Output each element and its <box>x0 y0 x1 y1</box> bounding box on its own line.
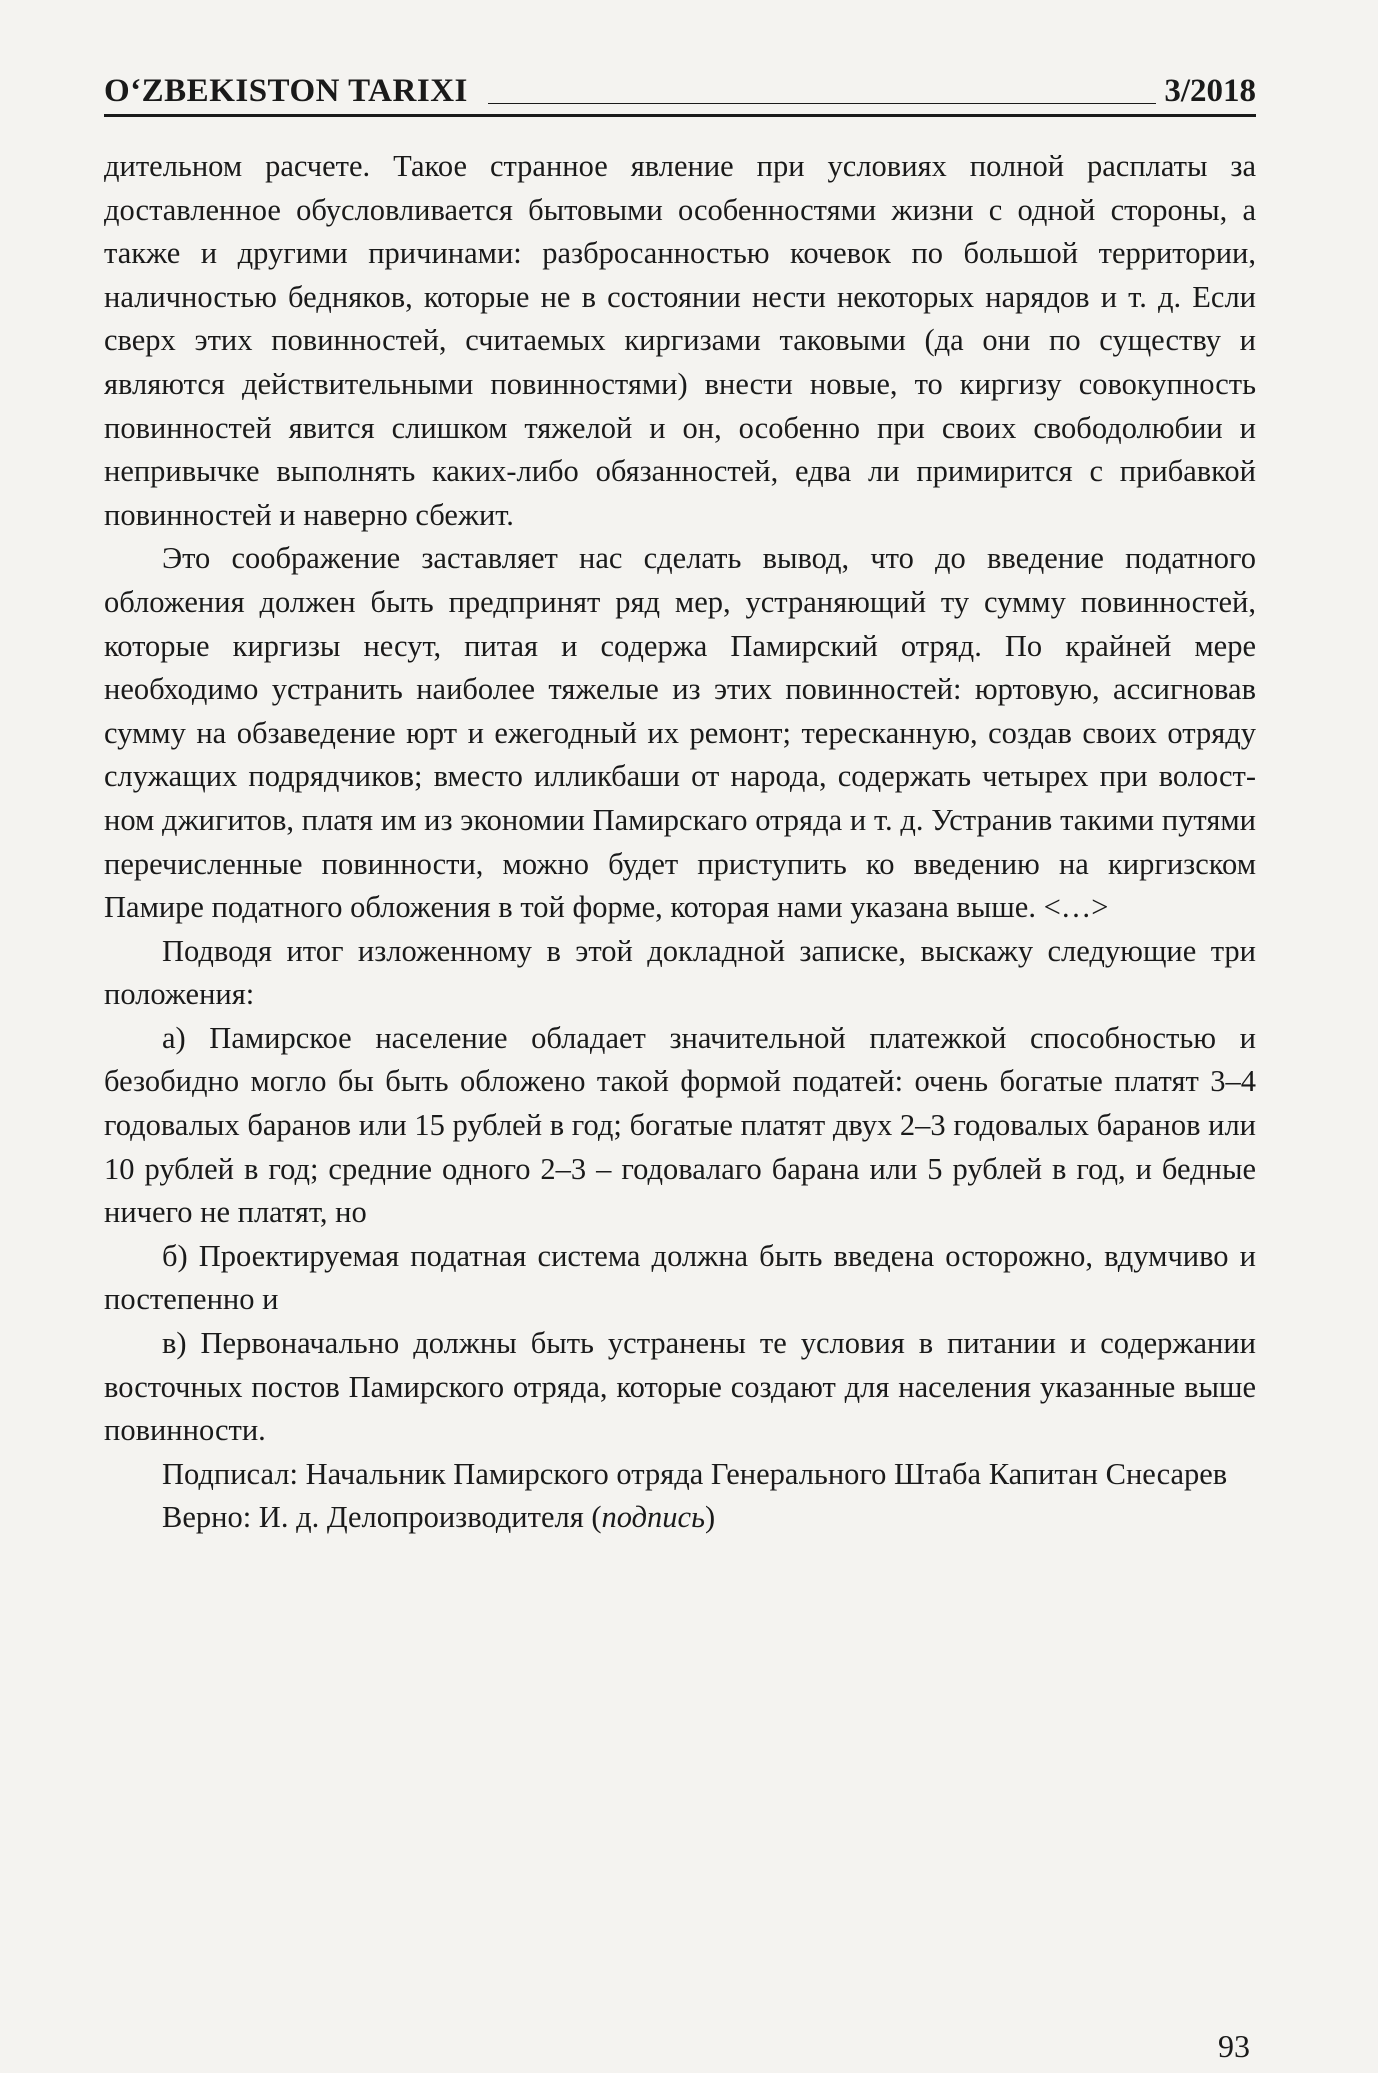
running-header <box>104 62 1256 117</box>
paragraph: Это соображение заставляет нас сделать вывод, что до введение податного обложения должен быть предпринят ряд мер, устраняющий ту сумму повинностей, которые киргизы несут, питая и содержа Памирский отряд. По крайней мере необходимо устранить наиболее тяжелые из этих повинностей: юртовую, ассигновав сумму на обзаведение юрт и ежегодный их ремонт; тересканную, создав своих отряду служащих подрядчиков; вместо илликбаши от народа, содержать четырех при волостном джигитов, платя им из экономии Памирскаго отряда и т. д. Устранив такими путями перечисленные повинности, можно будет приступить ко введению на киргизском Памире податного обложения в той форме, которая нами указана выше. <…> <box>104 541 1256 925</box>
paragraph: дительном расчете. Такое странное явление при условиях полной расплаты за доставленное обусловливается бытовыми особенностями жизни с одной стороны, а также и другими причинами: разбросанностью кочевок по большой территории, наличностью бедняков, которые не в состоянии нести некоторых нарядов и т. д. Если сверх этих повинностей, считаемых киргизами таковыми (да они по существу и являются действительными повинностями) внести новые, то киргизу совокупность повинностей явится слишком тяжелой и он, особенно при своих свободолюбии и непривычке выполнять каких-либо обязанностей, едва ли примирится с прибавкой повинностей и наверно сбежит. <box>104 149 1256 532</box>
verification-line <box>104 1496 1256 1540</box>
verification-prefix: Верно: И. д. Делопроизводителя ( <box>162 1500 602 1535</box>
signature-line: Подписал: Начальник Памирского отряда Генерального Штаба Капитан Снесарев <box>162 1456 1228 1491</box>
header-rule <box>488 103 1156 104</box>
journal-page <box>104 62 1256 2064</box>
issue-number: 3/2018 <box>1164 73 1256 109</box>
list-item-a: а) Памирское население обладает значительной платежкой способностью и безобидно могло бы быть обложено такой формой податей: очень богатые платят 3–4 годовалых баранов или 15 рублей в год; богатые платят двух 2–3 годовалых баранов или 10 рублей в год; средние одного 2–3 – годовалаго барана или 5 рублей в год, и бедные ничего не платят, но <box>104 1020 1256 1230</box>
list-item-c: в) Первоначально должны быть устранены те условия в питании и содержании восточных постов Памирского отряда, которые создают для населения указанные выше повинности. <box>104 1326 1256 1448</box>
journal-title: O‘ZBEKISTON TARIXI <box>104 73 468 109</box>
verification-suffix: ) <box>704 1500 716 1535</box>
list-item-b: б) Проектируемая податная система должна быть введена осторожно, вдумчиво и постепенно и <box>104 1238 1256 1317</box>
article-body <box>104 145 1256 1540</box>
signature-note: подпись <box>601 1500 705 1535</box>
paragraph: Подводя итог изложенному в этой докладной записке, выскажу следующие три положения: <box>104 933 1256 1012</box>
page-number: 93 <box>1218 2028 1250 2064</box>
